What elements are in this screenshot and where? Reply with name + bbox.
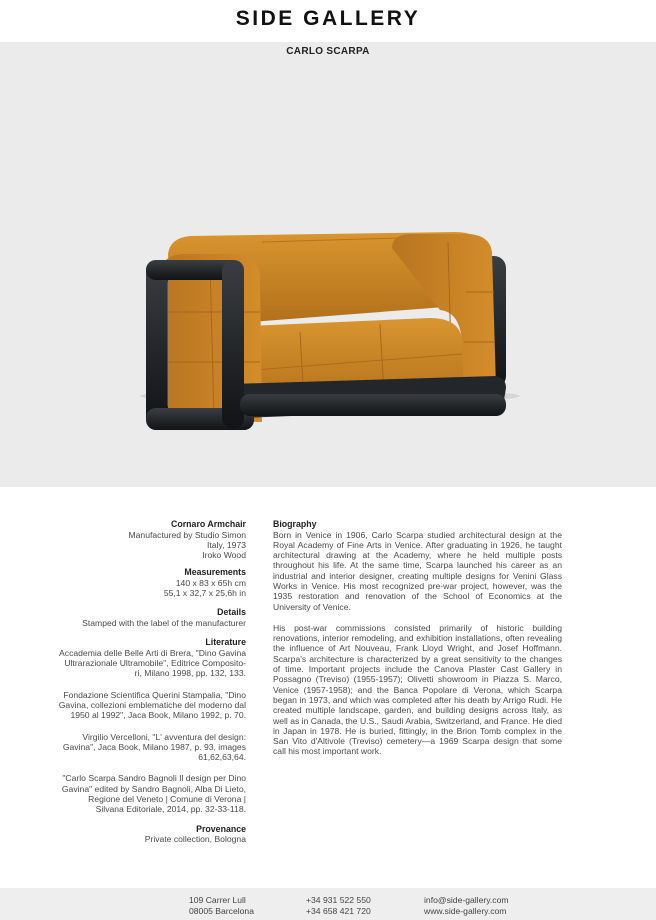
email-link[interactable]: info@side-gallery.com xyxy=(424,895,509,905)
footer-address xyxy=(189,895,254,917)
literature-line: "Carlo Scarpa Sandro Bagnoli Il design per Dino xyxy=(62,773,246,784)
provenance-heading: Provenance xyxy=(196,823,246,834)
artist-name: CARLO SCARPA xyxy=(286,46,370,57)
literature-line: Gavina, collezioni emblematiche del moderno dal xyxy=(58,699,246,710)
product-info xyxy=(40,519,246,844)
material-line: Iroko Wood xyxy=(202,550,246,561)
footer-phones xyxy=(306,895,371,917)
literature-line: Ultrarazionale Ultramobile", Editrice Composito- xyxy=(64,658,246,669)
literature-heading: Literature xyxy=(205,637,246,648)
measurements-cm: 140 x 83 x 65h cm xyxy=(175,577,246,588)
origin-line: Italy, 1973 xyxy=(206,539,246,550)
website-link[interactable]: www.side-gallery.com xyxy=(424,906,507,916)
footer xyxy=(0,888,656,920)
measurements-heading: Measurements xyxy=(184,567,246,578)
literature-line: Fondazione Scientifica Querini Stampalia, "Dino xyxy=(63,689,246,700)
biography-paragraph-1: Born in Venice in 1906, Carlo Scarpa studied architectural design at the Royal Academy of Fine Arts in Venice. After graduating in 1926, he taught architectural drawing at the Academy, where he held multiple posts throughout his life. At the same time, Scarpa launched his career as an industrial and interior designer, creating multiple designs for Venini Glass Works in Venice. His most recognized pre-war project, however, was the 1935 restoration and renovation of the School of Economics at the University of Venice. xyxy=(273,529,562,612)
literature-line: Silvana Editoriale, 2014, pp. 32-33-118. xyxy=(95,804,246,815)
manufacturer-line: Manufactured by Studio Simon xyxy=(128,529,246,540)
hero-image-area xyxy=(0,42,656,487)
measurements-in: 55,1 x 32,7 x 25,6h in xyxy=(163,588,246,599)
brand-title: SIDE GALLERY xyxy=(235,7,421,30)
biography-paragraph-2: His post-war commissions consisted primarily of historic building renovations, interior remodeling, and exhibition installations, often revealing the influence of Art Nouveau, Frank Lloyd Wright, and Josef Hoffmann. Scarpa's architecture is characterized by a great sensitivity to the changes of time. Important projects include the Canova Plaster Cast Gallery in Possagno (Treviso) (1955-1957); Olivetti showroom in Piazza S. Marco, Venice (1957-1958); and the Banca Popolare di Verona, which Scarpa began in 1973, and which was completed after his death by Arrigo Rudi. He created multiple landscape, garden, and building designs across Italy, as well as in Canada, the U.S., Saudi Arabia, Switzerland, and France. He died in Japan in 1978. He is buried, fittingly, in the Brion Tomb complex in the San Vito d'Altivole (Treviso) cemetery—a 1969 Scarpa design that some call his most important work. xyxy=(273,622,563,757)
details-text: Stamped with the label of the manufacturer xyxy=(82,617,246,628)
address-city: 08005 Barcelona xyxy=(189,906,254,916)
header xyxy=(0,0,656,42)
details-heading: Details xyxy=(217,607,246,618)
address-street: 109 Carrer Lull xyxy=(189,895,246,905)
literature-line: Gavina" edited by Sandro Bagnoli, Alba Di Lieto, xyxy=(61,783,246,794)
literature-line: Regione del Veneto | Comune di Verona | xyxy=(88,794,246,805)
literature-line: Virgilio Vercelloni, "L' avventura del design: xyxy=(82,731,246,742)
footer-web xyxy=(424,895,509,917)
armchair-image xyxy=(0,42,656,487)
product-title: Cornaro Armchair xyxy=(171,519,246,529)
frame-bottom-rail xyxy=(240,394,506,416)
literature-line: Gavina", Jaca Book, Milano 1987, p. 93, images xyxy=(62,741,246,752)
phone-1[interactable]: +34 931 522 550 xyxy=(306,895,371,905)
literature-line: 1950 al 1992", Jaca Book, Milano 1992, p. 70. xyxy=(70,710,246,721)
biography-heading: Biography xyxy=(273,519,317,529)
frame-left-front xyxy=(146,260,168,428)
biography xyxy=(273,519,562,757)
literature-line: ri, Milano 1998, pp. 132, 133. xyxy=(134,668,246,679)
literature-line: Accademia delle Belle Arti di Brera, "Dino Gavina xyxy=(59,647,246,658)
literature-line: 61,62,63,64. xyxy=(198,752,246,763)
phone-2[interactable]: +34 658 421 720 xyxy=(306,906,371,916)
provenance-text: Private collection, Bologna xyxy=(144,834,246,845)
